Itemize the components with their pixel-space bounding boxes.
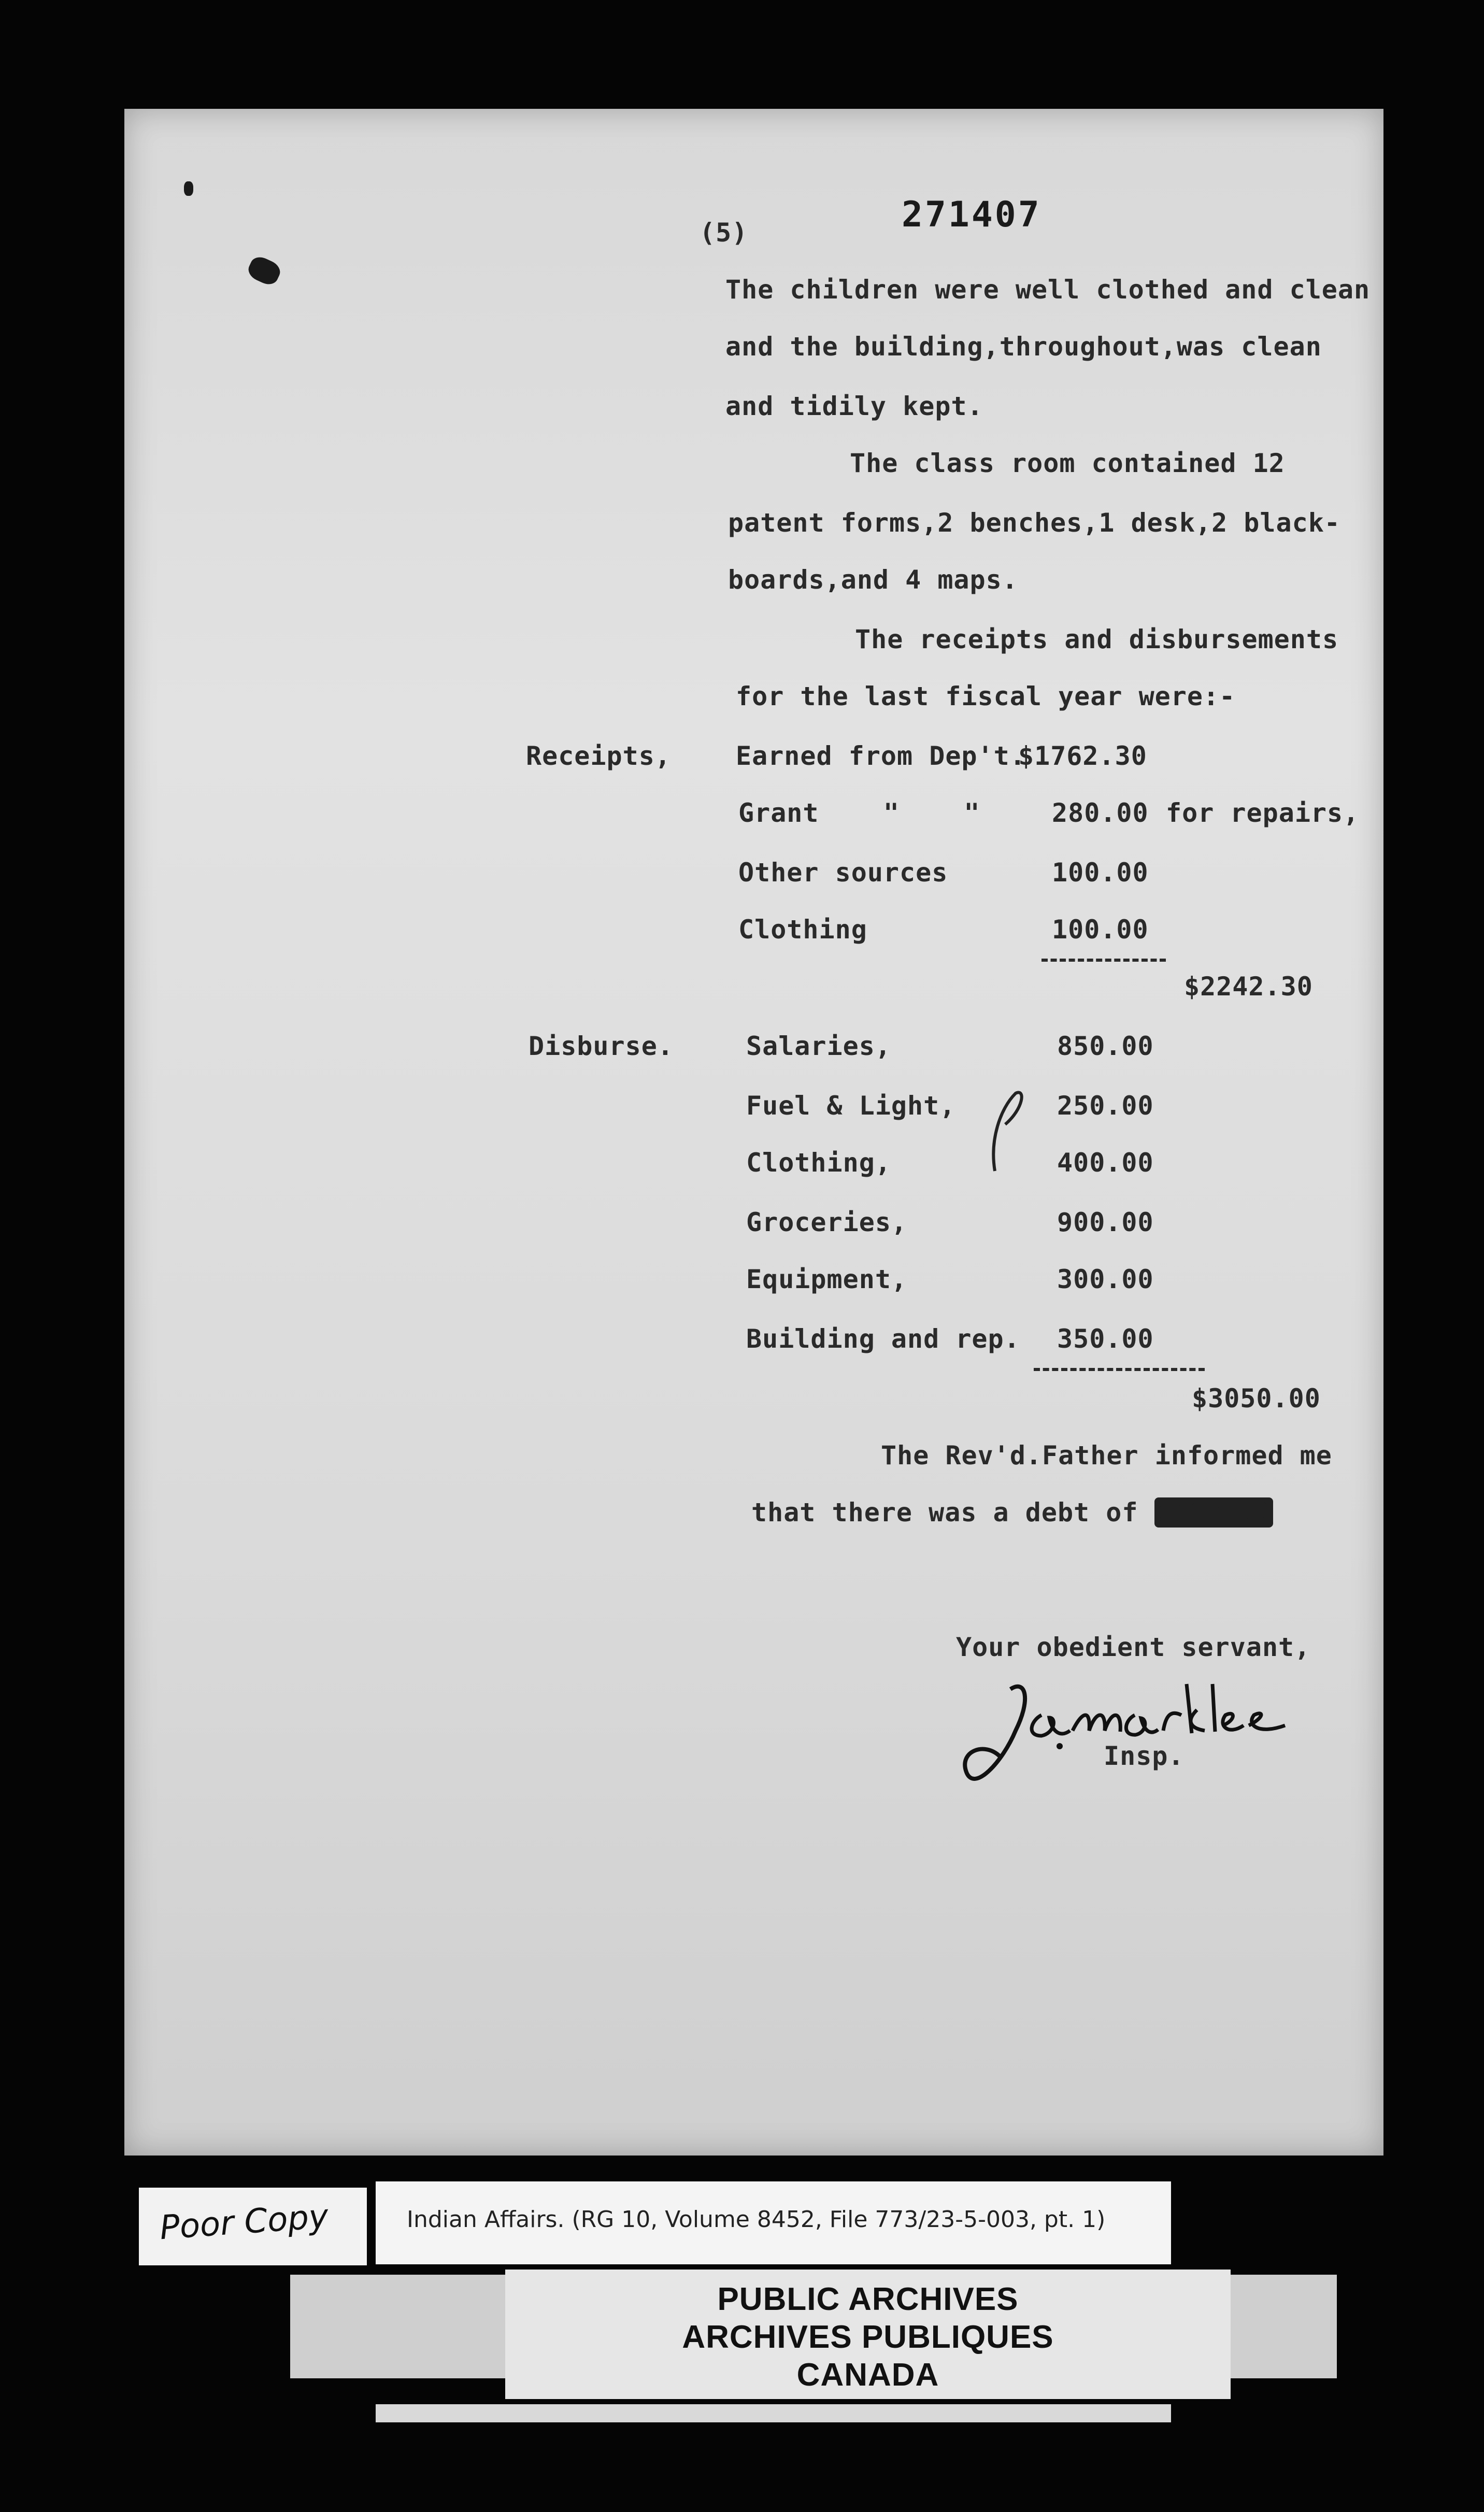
signature-image — [953, 1668, 1316, 1798]
archive-reference: Indian Affairs. (RG 10, Volume 8452, File 773/23-5-003, pt. 1) — [407, 2206, 1106, 2233]
body-line-8: for the last fiscal year were:- — [736, 681, 1236, 711]
receipt-amount: $1762.30 — [1018, 741, 1147, 771]
closing-line-2-text: that there was a debt of — [751, 1497, 1138, 1528]
body-line-2: and the building,throughout,was clean — [725, 332, 1322, 362]
disbursement-amount: 350.00 — [1057, 1324, 1154, 1354]
disbursement-amount: 250.00 — [1057, 1091, 1154, 1121]
receipt-label: Other sources — [738, 858, 948, 888]
ink-speck — [184, 181, 193, 196]
disbursement-amount: 400.00 — [1057, 1148, 1154, 1178]
poor-copy-text: Poor Copy — [158, 2197, 330, 2248]
inspector-title: Insp. — [1104, 1741, 1185, 1771]
footer-strip — [376, 2404, 1171, 2422]
disbursement-amount: 900.00 — [1057, 1207, 1154, 1237]
closing-line-2 — [751, 1497, 1273, 1528]
disbursement-label: Clothing, — [746, 1148, 891, 1178]
body-line-4: The class room contained 12 — [850, 448, 1285, 478]
disbursement-label: Groceries, — [746, 1207, 908, 1237]
disbursements-heading: Disburse. — [529, 1031, 674, 1061]
pencil-mark-icon — [974, 1078, 1036, 1181]
body-line-7: The receipts and disbursements — [855, 624, 1339, 654]
disbursement-label: Equipment, — [746, 1264, 908, 1294]
ink-blot — [245, 253, 283, 288]
stamp-line-1: PUBLIC ARCHIVES — [717, 2281, 1019, 2317]
debt-amount-redacted: $807.60 — [1154, 1497, 1274, 1528]
stamp-line-3: CANADA — [796, 2357, 939, 2393]
receipt-label: Clothing — [738, 915, 867, 945]
disbursement-label: Fuel & Light, — [746, 1091, 956, 1121]
page-marker: (5) — [700, 218, 748, 248]
receipt-amount: 280.00 — [1052, 798, 1149, 828]
receipt-amount: 100.00 — [1052, 915, 1149, 945]
document-number: 271407 — [902, 194, 1041, 235]
archive-reference-card — [376, 2181, 1171, 2264]
disbursement-amount: 300.00 — [1057, 1264, 1154, 1294]
salutation: Your obedient servant, — [956, 1632, 1311, 1662]
receipt-label: Earned from Dep't. — [736, 741, 1026, 771]
disbursements-total: $3050.00 — [1192, 1383, 1321, 1414]
disbursements-sum-rule — [1034, 1368, 1205, 1371]
receipt-amount: 100.00 — [1052, 858, 1149, 888]
receipts-total: $2242.30 — [1184, 972, 1313, 1002]
closing-line-1: The Rev'd.Father informed me — [881, 1440, 1332, 1471]
document-page — [124, 109, 1383, 2156]
receipt-label: Grant " " — [738, 798, 980, 828]
receipt-note: for repairs, — [1166, 798, 1360, 828]
disbursement-amount: 850.00 — [1057, 1031, 1154, 1061]
poor-copy-tag — [139, 2188, 367, 2265]
disbursement-label: Salaries, — [746, 1031, 891, 1061]
body-line-5: patent forms,2 benches,1 desk,2 black- — [728, 508, 1340, 538]
disbursement-label: Building and rep. — [746, 1324, 1020, 1354]
body-line-3: and tidily kept. — [725, 391, 983, 421]
receipts-sum-rule — [1041, 959, 1166, 962]
stamp-line-2: ARCHIVES PUBLIQUES — [682, 2319, 1054, 2355]
body-line-6: boards,and 4 maps. — [728, 565, 1018, 595]
archives-stamp — [505, 2270, 1231, 2399]
receipts-heading: Receipts, — [526, 741, 671, 771]
body-line-1: The children were well clothed and clean — [725, 275, 1371, 305]
